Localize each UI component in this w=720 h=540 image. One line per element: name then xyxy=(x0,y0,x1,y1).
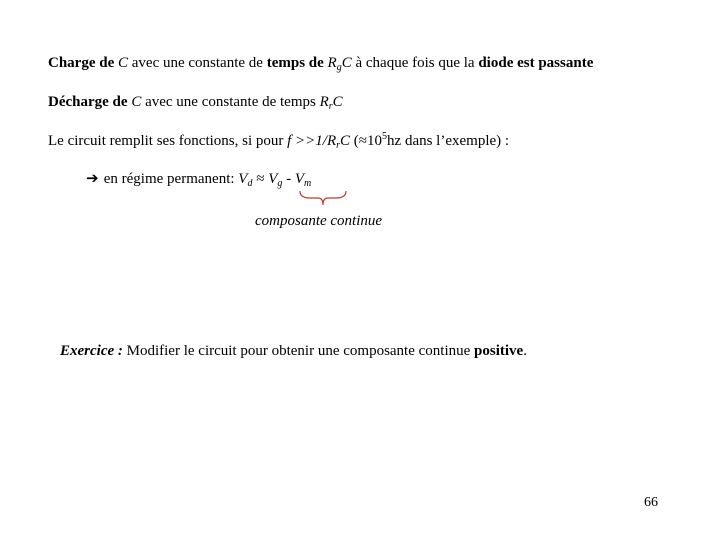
var-c: C xyxy=(118,55,129,71)
line-condition xyxy=(48,132,509,150)
text-bold-diode: diode est passante xyxy=(478,55,594,71)
text: Modifier le circuit pour obtenir une composante continue xyxy=(122,343,475,359)
minus: - xyxy=(282,171,295,187)
var-r: R xyxy=(327,55,337,71)
text-bold-temps: temps de xyxy=(266,55,328,71)
text-charge: Charge de xyxy=(48,55,118,71)
sub-r: r xyxy=(336,140,341,151)
sub-g: g xyxy=(336,62,342,73)
sup-5: 5 xyxy=(382,131,388,142)
text: Le circuit remplit ses fonctions, si pour xyxy=(48,133,288,149)
sub-g: g xyxy=(277,178,283,189)
sub-d: d xyxy=(247,178,253,189)
text: . xyxy=(523,343,527,359)
var-c: C xyxy=(340,133,351,149)
page-number: 66 xyxy=(644,495,658,510)
var-c2: C xyxy=(332,94,343,110)
var-vm: V xyxy=(294,171,305,187)
arrow-right-icon: ➔ xyxy=(86,171,99,187)
text: avec une constante de xyxy=(128,55,267,71)
text: hz dans l’exemple) : xyxy=(387,133,510,149)
sub-r: r xyxy=(328,101,333,112)
text: (≈10 xyxy=(350,133,383,149)
line-charge xyxy=(48,54,593,72)
text: en régime permanent: xyxy=(100,171,239,187)
var-vd: V xyxy=(238,171,248,187)
var-f: f >>1/R xyxy=(287,133,337,149)
text-decharge: Décharge de xyxy=(48,94,132,110)
line-decharge xyxy=(48,93,343,111)
var-r: R xyxy=(319,94,329,110)
text: à chaque fois que la xyxy=(351,55,479,71)
text-bold-positive: positive xyxy=(474,343,524,359)
line-regime xyxy=(86,170,311,188)
exercise xyxy=(60,343,527,360)
var-c2: C xyxy=(341,55,352,71)
exercise-label: Exercice : xyxy=(60,343,123,359)
var-c: C xyxy=(131,94,142,110)
annotation-composante-continue: composante continue xyxy=(255,213,383,229)
curly-brace-icon xyxy=(298,189,348,207)
text: avec une constante de temps xyxy=(141,94,320,110)
var-vg: V xyxy=(268,171,278,187)
sub-m: m xyxy=(304,178,312,189)
approx: ≈ xyxy=(252,171,269,187)
